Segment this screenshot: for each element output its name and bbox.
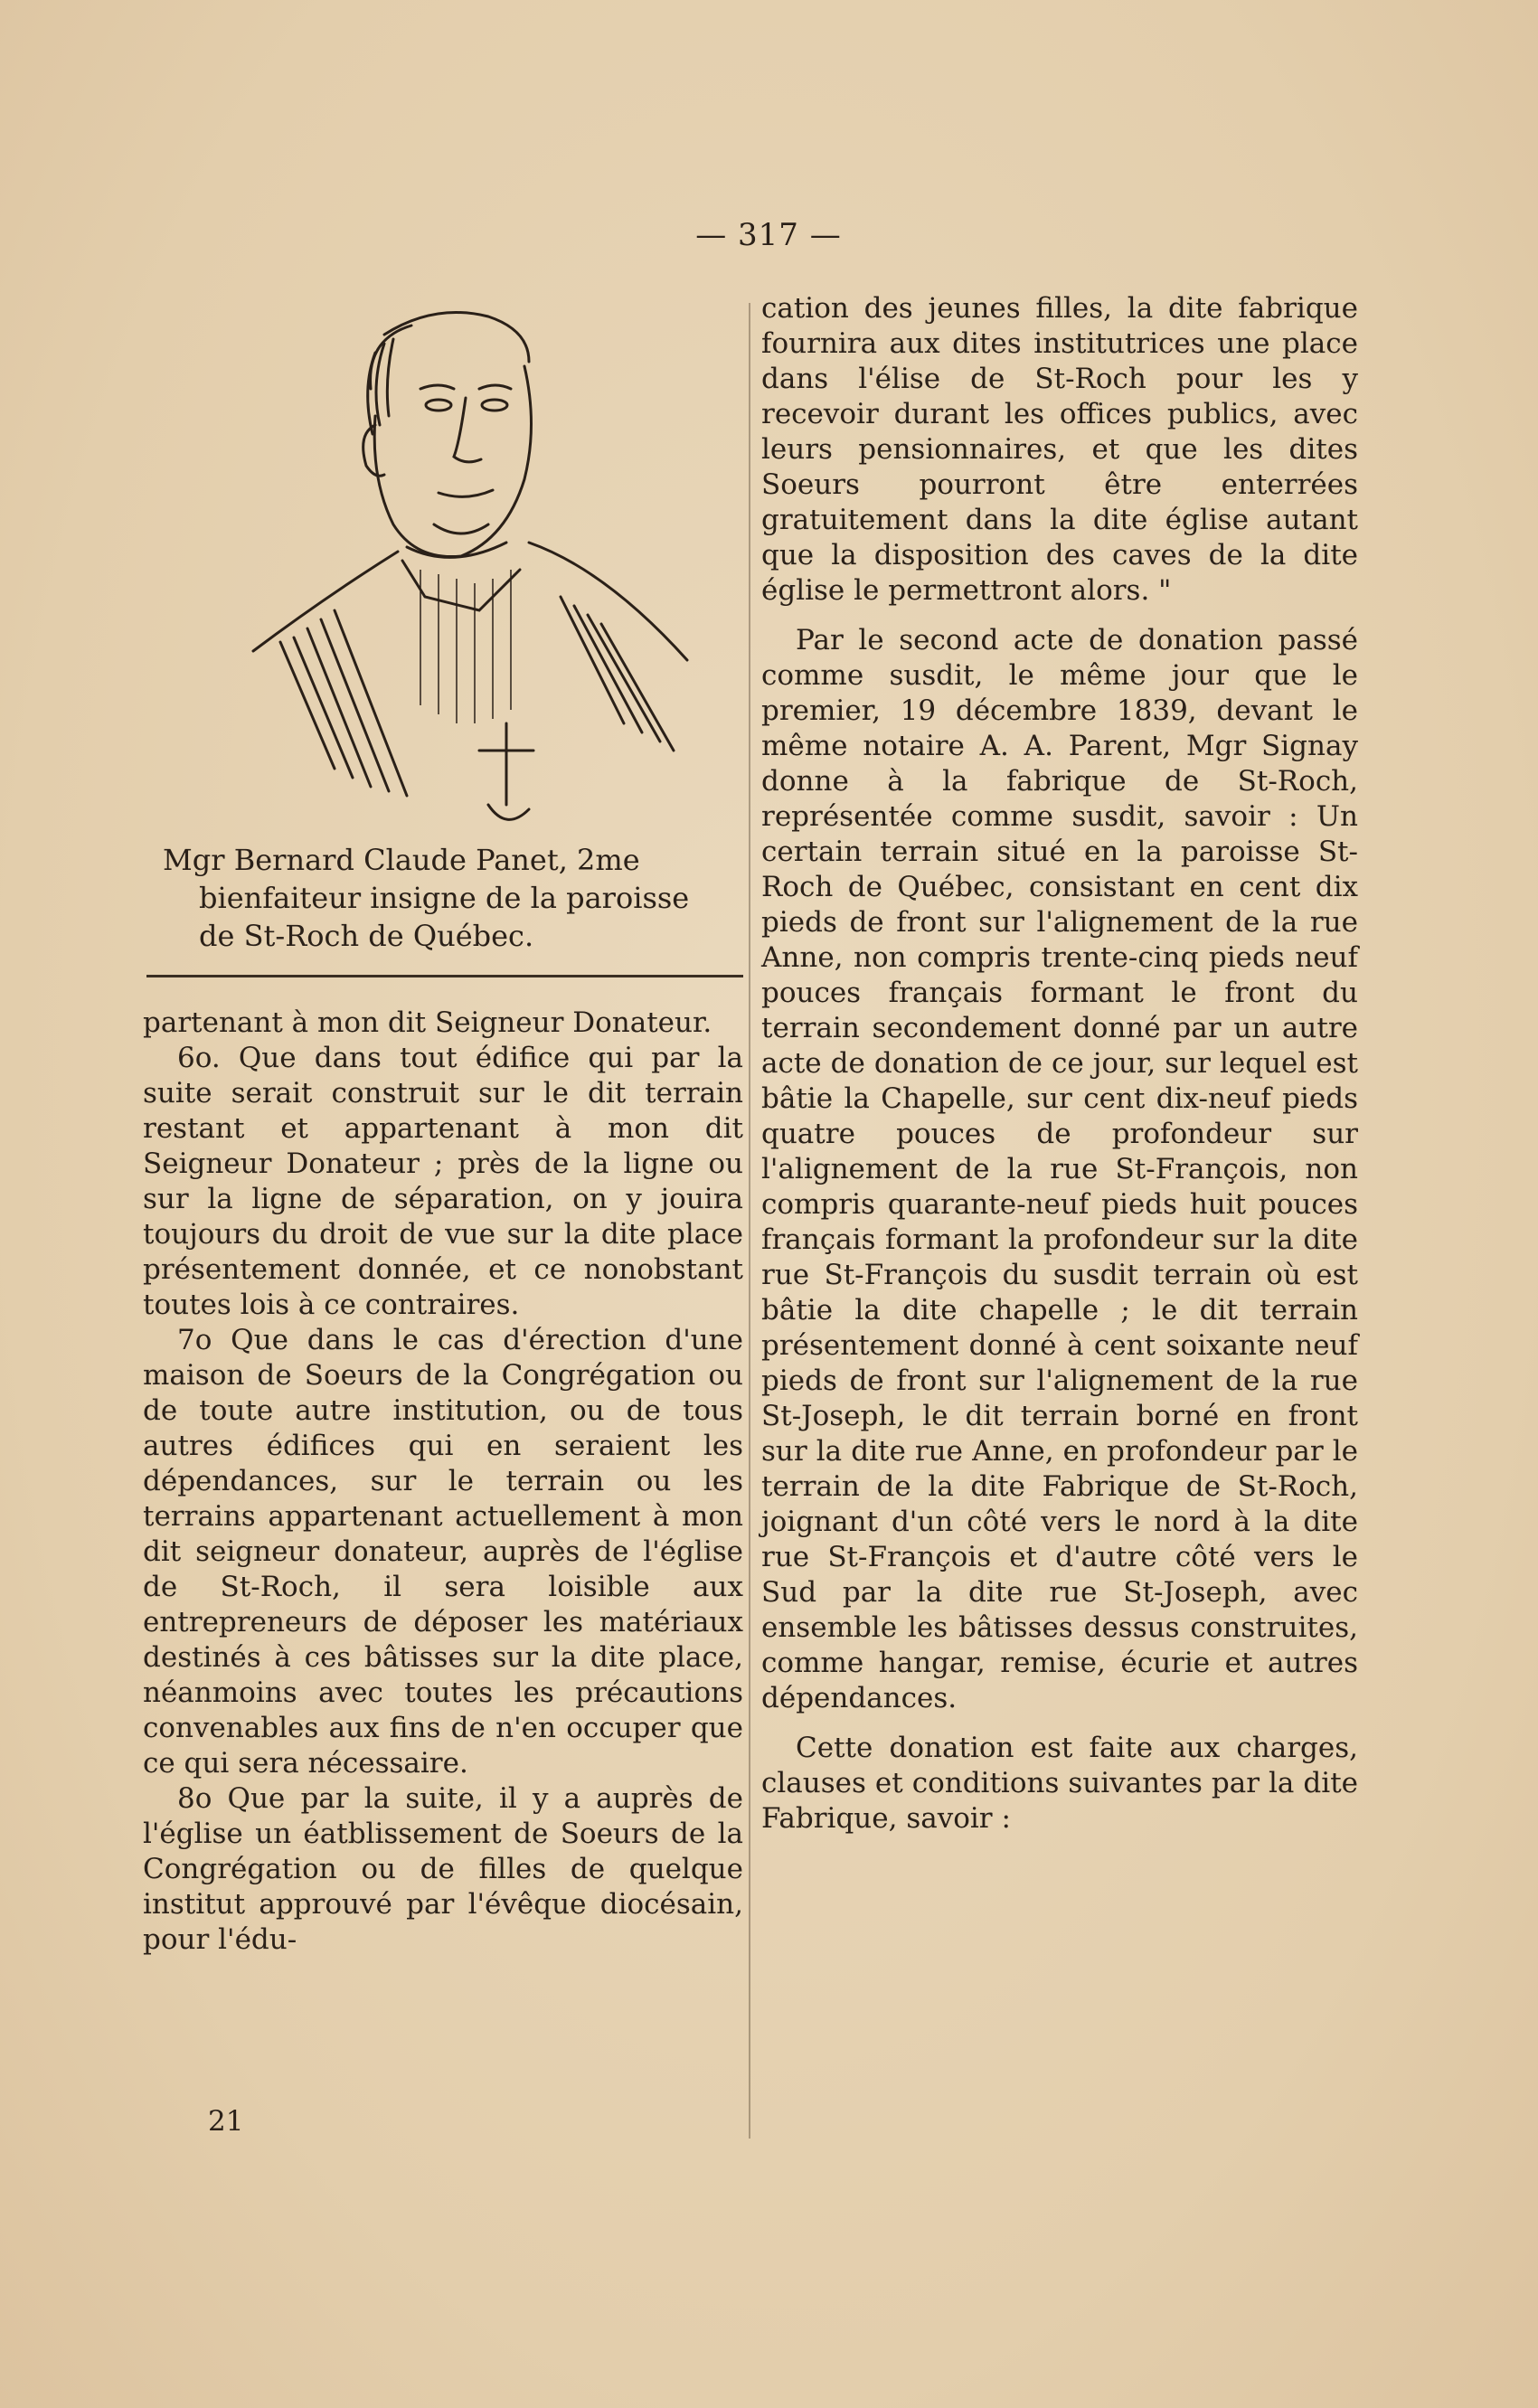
caption-line: de St-Roch de Québec. — [199, 919, 534, 953]
paragraph: cation des jeunes filles, la dite fabrique fournira aux dites institutrices une place dans l'élise de St-Roch pour les y recevoir durant les offices publics, avec leurs pensionnaires, et que les dites Soeurs pourront être enterrées gratuitement dans la dite église autant que la disposition des caves de la dite église le permettront alors. " — [761, 292, 1358, 607]
caption-rule — [146, 975, 743, 977]
caption-line: bienfaiteur insigne de la paroisse — [199, 881, 690, 915]
signature-mark: 21 — [208, 2105, 244, 2138]
paragraph: Cette donation est faite aux charges, clauses et conditions suivantes par la dite Fabrique, savoir : — [761, 1732, 1358, 1835]
portrait-caption — [163, 841, 750, 955]
paragraph: partenant à mon dit Seigneur Donateur. — [143, 1006, 712, 1039]
paragraph: Par le second acte de donation passé comme susdit, le même jour que le premier, 19 décembre 1839, devant le même notaire A. A. Parent, Mgr Signay donne à la fabrique de St-Roch, représentée comme susdit, savoir : Un certain terrain situé en la paroisse St-Roch de Québec, consistant en cent dix pieds de front sur l'alignement de la rue Anne, non compris trente-cinq pieds neuf pouces français formant le front du terrain secondement donné par un autre acte de donation de ce jour, sur lequel est bâtie la Chapelle, sur cent dix-neuf pieds quatre pouces de profondeur sur l'alignement de la rue St-François, non compris quarante-neuf pieds huit pouces français formant la profondeur sur la dite rue St-François du susdit terrain où est bâtie la dite chapelle ; le dit terrain présentement donné à cent soixante neuf pieds de front sur l'alignement de la rue St-Joseph, le dit terrain borné en front sur la dite rue Anne, en profondeur par le terrain de la dite Fabrique de St-Roch, joignant d'un côté vers le nord à la dite rue St-François et d'autre côté vers le Sud par la dite rue St-Joseph, avec ensemble les bâtisses dessus construites, comme hangar, remise, écurie et autres dépendances. — [761, 624, 1358, 1714]
page-number: — 317 — — [695, 217, 842, 253]
right-column — [761, 291, 1358, 1837]
paragraph: 7o Que dans le cas d'érection d'une maison de Soeurs de la Congrégation ou de toute autre institution, ou de tous autres édifices qui en seraient les dépendances, sur le terrain ou les terrains appartenant actuellement à mon dit seigneur donateur, auprès de l'église de St-Roch, il sera loisible aux entrepreneurs de déposer les matériaux destinés à ces bâtisses sur la dite place, néanmoins avec toutes les précautions convenables aux fins de n'en occuper que ce qui sera nécessaire. — [143, 1324, 743, 1780]
portrait-engraving — [217, 298, 723, 832]
left-column — [143, 1006, 743, 1958]
paragraph: 8o Que par la suite, il y a auprès de l'église un éatblissement de Soeurs de la Congrégation ou de filles de quelque institut approuvé par l'évêque diocésain, pour l'édu- — [143, 1782, 743, 1956]
column-divider — [749, 303, 750, 2139]
caption-line: Mgr Bernard Claude Panet, 2me — [163, 843, 640, 877]
paragraph: 6o. Que dans tout édifice qui par la suite serait construit sur le dit terrain restant et appartenant à mon dit Seigneur Donateur ; près de la ligne ou sur la ligne de séparation, on y jouira toujours du droit de vue sur la dite place présentement donnée, et ce nonobstant toutes lois à ce contraires. — [143, 1042, 743, 1321]
